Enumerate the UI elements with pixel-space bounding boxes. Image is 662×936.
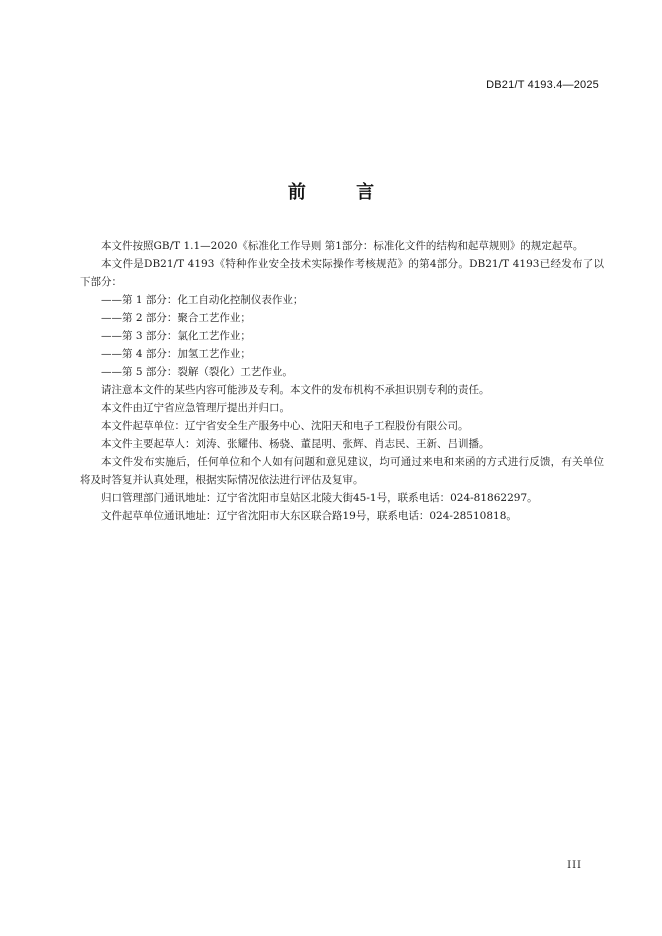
list-item-part-3: ——第 3 部分：氯化工艺作业； [101,330,251,342]
paragraph-drafting-units: 本文件起草单位：辽宁省安全生产服务中心、沈阳天和电子工程股份有限公司。 [101,420,469,432]
list-item-part-5: ——第 5 部分：裂解（裂化）工艺作业。 [101,366,293,378]
page-title: 前 言 [287,182,397,203]
paragraph-series-intro: 本文件是DB21/T 4193《特种作业安全技术实际操作考核规范》的第4部分。DB21/T 4193已经发布了以下部分： [80,258,604,288]
paragraph-drafting-rules: 本文件按照GB/T 1.1—2020《标准化工作导则 第1部分：标准化文件的结构和起草规则》的规定起草。 [101,240,584,252]
list-item-part-2: ——第 2 部分：聚合工艺作业； [101,312,251,324]
list-item-part-1: ——第 1 部分：化工自动化控制仪表作业； [101,294,304,306]
paragraph-feedback: 本文件发布实施后，任何单位和个人如有问题和意见建议，均可通过来电和来函的方式进行反馈，有关单位将及时答复并认真处理，根据实际情况依法进行评估及复审。 [80,456,604,486]
foreword-body [80,237,604,525]
paragraph-drafters: 本文件主要起草人：刘涛、张耀伟、杨骁、董昆明、张辉、肖志民、王新、吕训播。 [101,438,490,450]
paragraph-patent-notice: 请注意本文件的某些内容可能涉及专利。本文件的发布机构不承担识别专利的责任。 [101,384,490,396]
paragraph-drafter-address: 文件起草单位通讯地址：辽宁省沈阳市大东区联合路19号，联系电话：024-28510818。 [101,510,517,522]
paragraph-proposer: 本文件由辽宁省应急管理厅提出并归口。 [101,402,290,414]
paragraph-admin-address: 归口管理部门通讯地址：辽宁省沈阳市皇姑区北陵大街45-1号，联系电话：024-81862297。 [101,492,538,504]
page-number: III [567,860,582,871]
document-code: DB21/T 4193.4—2025 [486,79,599,91]
list-item-part-4: ——第 4 部分：加氢工艺作业； [101,348,251,360]
